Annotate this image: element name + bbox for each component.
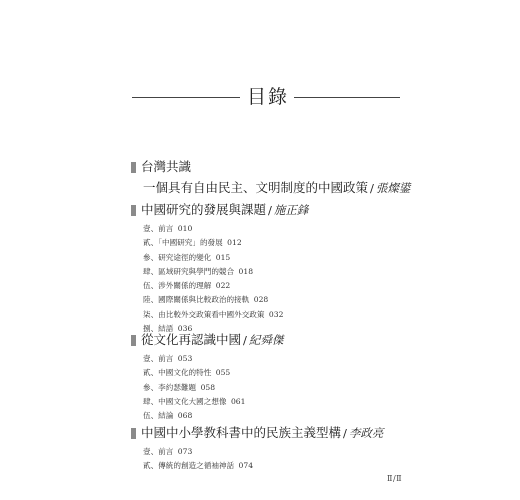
entry-label: 肆、中國文化大國之想像 bbox=[143, 396, 227, 406]
author-separator: / bbox=[268, 203, 272, 217]
author-separator: / bbox=[243, 333, 247, 347]
toc-entry[interactable] bbox=[143, 308, 431, 322]
header-rule-left bbox=[132, 97, 240, 98]
toc-header bbox=[0, 85, 520, 109]
entry-page-number: 022 bbox=[215, 281, 231, 291]
entry-page-number: 018 bbox=[238, 266, 254, 276]
toc-section bbox=[131, 424, 431, 474]
toc-entry[interactable] bbox=[143, 445, 431, 459]
entry-label: 伍、結論 bbox=[143, 411, 174, 421]
toc-entry[interactable] bbox=[143, 293, 431, 307]
entry-label: 捌、結語 bbox=[143, 324, 174, 334]
toc-entry[interactable] bbox=[143, 395, 431, 409]
entry-label: 伍、涉外關係的理解 bbox=[143, 281, 212, 291]
section-heading bbox=[131, 158, 431, 176]
toc-entry[interactable] bbox=[143, 251, 431, 265]
section-title: 中國研究的發展與課題 bbox=[141, 202, 267, 217]
section-author: 施正鋒 bbox=[273, 203, 309, 217]
entry-page-number: 012 bbox=[227, 238, 242, 248]
entry-page-number: 028 bbox=[253, 295, 269, 305]
entry-page-number: 036 bbox=[177, 324, 193, 334]
entry-page-number: 055 bbox=[215, 368, 231, 378]
header-rule-right bbox=[294, 97, 400, 98]
entry-page-number: 015 bbox=[215, 252, 231, 262]
section-subtitle: 一個具有自由民主、文明制度的中國政策 bbox=[143, 180, 369, 195]
author-separator: / bbox=[370, 181, 374, 195]
toc-section bbox=[131, 331, 431, 423]
section-marker-icon bbox=[131, 428, 136, 439]
toc-entry[interactable] bbox=[143, 352, 431, 366]
toc-section bbox=[131, 201, 431, 336]
entry-label: 貳、中國文化的特性 bbox=[143, 368, 212, 378]
entry-label: 貳、「中國研究」的發展 bbox=[143, 238, 223, 248]
entry-page-number: 010 bbox=[177, 224, 193, 233]
toc-entry[interactable] bbox=[143, 236, 431, 250]
entry-label: 壹、前言 bbox=[143, 447, 174, 456]
section-item-list bbox=[143, 222, 431, 336]
page-title: 目錄 bbox=[246, 86, 289, 108]
entry-label: 貳、傳統的創造之循袖神話 bbox=[143, 461, 235, 471]
section-author: 李政亮 bbox=[348, 426, 384, 440]
section-heading bbox=[131, 424, 431, 442]
entry-page-number: 058 bbox=[200, 382, 216, 392]
entry-page-number: 061 bbox=[230, 396, 246, 406]
toc-entry[interactable] bbox=[143, 366, 431, 380]
entry-label: 柒、由比較外交政策看中國外交政策 bbox=[143, 309, 265, 319]
entry-label: 壹、前言 bbox=[143, 354, 174, 363]
page-folio: Ⅱ/Ⅱ bbox=[387, 474, 403, 483]
section-item-list bbox=[143, 445, 431, 474]
section-marker-icon bbox=[131, 335, 136, 346]
section-author: 張燦鍙 bbox=[375, 181, 411, 195]
toc-entry[interactable] bbox=[143, 459, 431, 473]
entry-page-number: 068 bbox=[177, 411, 193, 421]
section-title: 中國中小學教科書中的民族主義型構 bbox=[141, 425, 342, 440]
toc-section bbox=[131, 158, 431, 198]
author-separator: / bbox=[343, 426, 347, 440]
toc-entry[interactable] bbox=[143, 381, 431, 395]
toc-entry[interactable] bbox=[143, 279, 431, 293]
toc-entry[interactable] bbox=[143, 222, 431, 236]
section-title: 從文化再認識中國 bbox=[141, 332, 242, 347]
entry-page-number: 074 bbox=[238, 461, 254, 471]
section-heading bbox=[131, 201, 431, 219]
entry-page-number: 073 bbox=[177, 447, 193, 456]
toc-entry[interactable] bbox=[143, 409, 431, 423]
entry-page-number: 053 bbox=[177, 354, 193, 363]
section-subtitle-line bbox=[143, 178, 431, 198]
section-item-list bbox=[143, 352, 431, 423]
section-marker-icon bbox=[131, 205, 136, 216]
section-marker-icon bbox=[131, 162, 136, 173]
toc-entry[interactable] bbox=[143, 265, 431, 279]
entry-label: 參、研究途徑的變化 bbox=[143, 252, 212, 262]
entry-label: 壹、前言 bbox=[143, 224, 174, 233]
entry-label: 肆、區域研究與學門的競合 bbox=[143, 266, 235, 276]
entry-label: 參、李約瑟難題 bbox=[143, 382, 197, 392]
entry-label: 陸、國際關係與比較政治的接軌 bbox=[143, 295, 250, 305]
section-heading bbox=[131, 331, 431, 349]
section-title: 台灣共識 bbox=[141, 159, 192, 174]
section-author: 紀舜傑 bbox=[248, 333, 284, 347]
entry-page-number: 032 bbox=[268, 309, 284, 319]
